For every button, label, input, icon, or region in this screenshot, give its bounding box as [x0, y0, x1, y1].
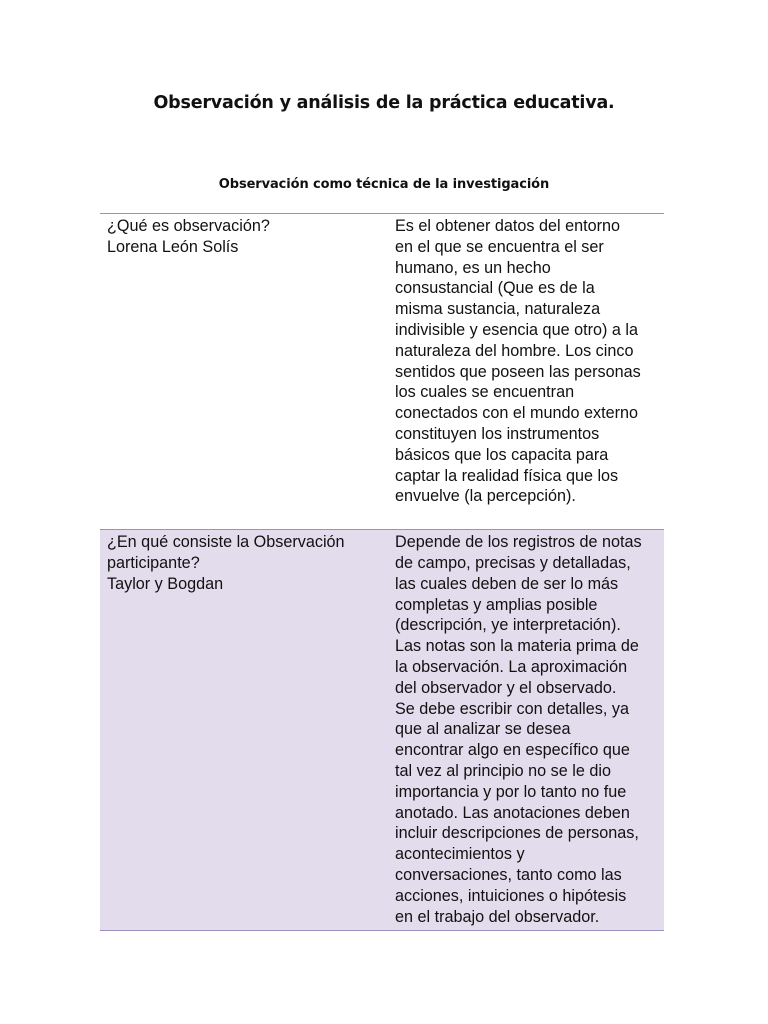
text-line: importancia y por lo tanto no fue — [395, 782, 627, 801]
table-row — [100, 214, 664, 530]
text-line: misma sustancia, naturaleza — [395, 300, 601, 319]
content-table — [100, 213, 664, 931]
text-line: conversaciones, tanto como las — [395, 865, 622, 884]
question-cell — [100, 530, 388, 931]
document-title: Observación y análisis de la práctica educativa. — [153, 93, 615, 113]
text-line: humano, es un hecho — [395, 258, 551, 277]
text-line: Las notas son la materia prima de — [395, 637, 639, 656]
answer-cell — [388, 214, 664, 530]
text-line: las cuales deben de ser lo más — [395, 574, 619, 593]
text-line: básicos que los capacita para — [395, 445, 609, 464]
text-line: sentidos que poseen las personas — [395, 362, 641, 381]
text-line: naturaleza del hombre. Los cinco — [395, 341, 634, 360]
text-line: ¿Qué es observación? — [107, 217, 270, 235]
text-line: del observador y el observado. — [395, 678, 617, 697]
text-line: en el que se encuentra el ser — [395, 237, 604, 256]
text-line: participante? — [107, 553, 200, 572]
text-line: consustancial (Que es de la — [395, 279, 595, 298]
text-line: tal vez al principio no se le dio — [395, 761, 611, 780]
text-line: de campo, precisas y detalladas, — [395, 553, 631, 572]
text-line: los cuales se encuentran — [395, 383, 575, 402]
text-line: Es el obtener datos del entorno — [395, 217, 620, 235]
text-line: acciones, intuiciones o hipótesis — [395, 886, 627, 905]
text-line: acontecimientos y — [395, 845, 525, 864]
table-row — [100, 530, 664, 931]
text-line: Lorena León Solís — [107, 237, 239, 256]
question-cell — [100, 214, 388, 530]
text-line: constituyen los instrumentos — [395, 424, 600, 443]
text-line: envuelve (la percepción). — [395, 487, 576, 506]
text-line: captar la realidad física que los — [395, 466, 619, 485]
answer-cell — [388, 530, 664, 931]
text-line: encontrar algo en específico que — [395, 741, 630, 760]
text-line: Se debe escribir con detalles, ya — [395, 699, 629, 718]
text-line: anotado. Las anotaciones deben — [395, 803, 630, 822]
text-line: conectados con el mundo externo — [395, 404, 638, 423]
text-line: incluir descripciones de personas, — [395, 824, 639, 843]
text-line: que al analizar se desea — [395, 720, 571, 739]
text-line: ¿En qué consiste la Observación — [107, 533, 345, 552]
text-line: indivisible y esencia que otro) a la — [395, 320, 638, 339]
text-line: la observación. La aproximación — [395, 657, 628, 676]
text-line: Depende de los registros de notas — [395, 533, 642, 552]
table-caption: Observación como técnica de la investigación — [218, 177, 550, 192]
text-line: completas y amplias posible — [395, 595, 598, 614]
text-line: Taylor y Bogdan — [107, 574, 224, 593]
text-line: (descripción, ye interpretación). — [395, 616, 621, 635]
text-line: en el trabajo del observador. — [395, 907, 600, 926]
